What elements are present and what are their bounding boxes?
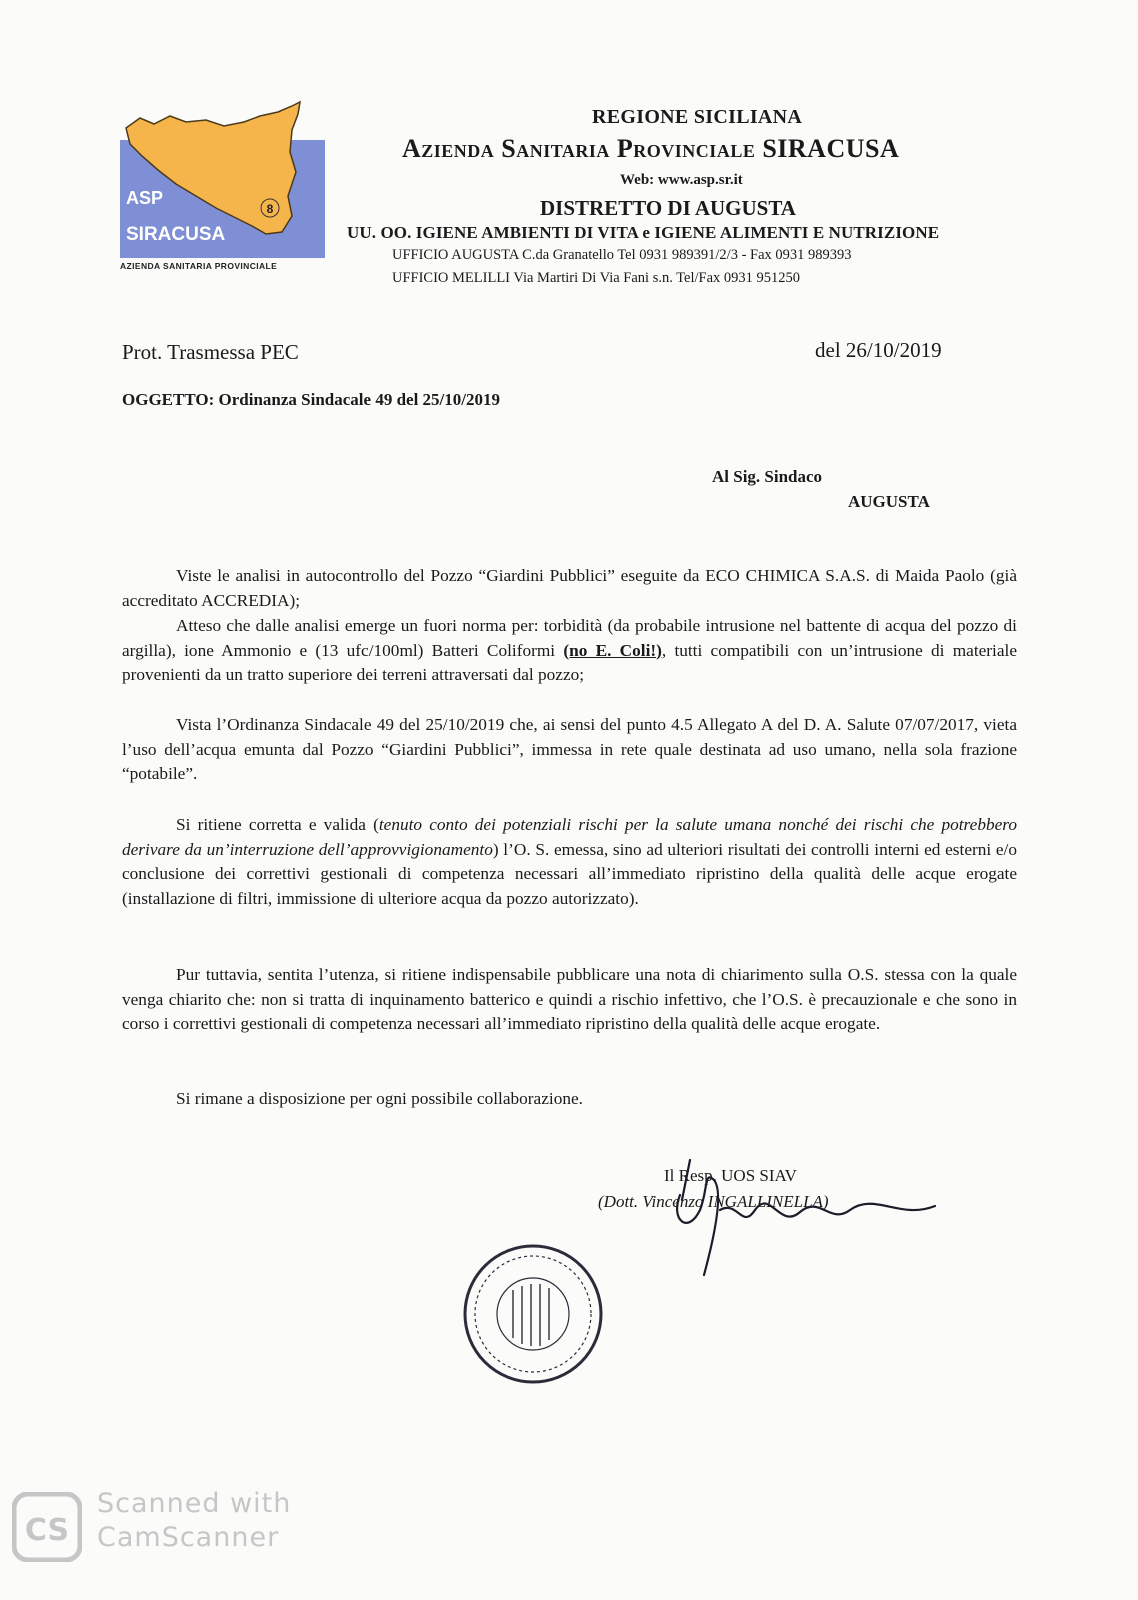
addressee-line-2: AUGUSTA <box>848 492 930 511</box>
header-azienda-name: Azienda Sanitaria Provinciale <box>402 134 756 163</box>
paragraph-2-part-a: Atteso che dalle analisi emerge un fuori norma per: torbidità (da probabile intrusione nel battente di acqua del pozzo di argilla), ione Ammonio e (13 ufc/100ml) Batteri Coliformi <box>122 616 1017 660</box>
paragraph-4-italic: tenuto conto dei potenziali rischi per la salute umana nonché dei rischi che potrebbero derivare da un’interruzione dell’approvvigionamento <box>122 815 1017 859</box>
paragraph-4-part-a: Si ritiene corretta e valida ( <box>176 815 379 834</box>
logo-text-asp: ASP <box>126 188 164 208</box>
header-azienda <box>402 134 899 164</box>
header-unit: UU. OO. IGIENE AMBIENTI DI VITA e IGIENE ALIMENTI E NUTRIZIONE <box>347 223 940 242</box>
addressee-line-1: Al Sig. Sindaco <box>712 467 823 486</box>
watermark-line-1: Scanned with <box>97 1488 292 1519</box>
paragraph-4-part-b: ) l’O. S. emessa, sino ad ulteriori risultati dei controlli interni ed esterni e/o conclusione dei correttivi gestionali di competenza necessari all’immediato ripristino della qualità delle acque erogate (installazione di filtri, immissione di ulteriore acqua da pozzo autorizzato). <box>122 839 1017 908</box>
header-distretto: DISTRETTO DI AUGUSTA <box>540 196 796 220</box>
asp-siracusa-logo <box>120 100 325 275</box>
signature-name: (Dott. Vincenzo INGALLINELLA) <box>598 1192 829 1211</box>
watermark-line-2: CamScanner <box>97 1522 280 1553</box>
header-azienda-city: SIRACUSA <box>762 134 900 163</box>
paragraph-1: Viste le analisi in autocontrollo del Pozzo “Giardini Pubblici” eseguite da ECO CHIMICA S.A.S. di Maida Paolo (già accreditato ACCREDIA); <box>122 566 1017 610</box>
paragraph-6: Si rimane a disposizione per ogni possibile collaborazione. <box>176 1089 583 1108</box>
official-stamp <box>458 1240 608 1388</box>
header-region: REGIONE SICILIANA <box>592 106 803 128</box>
logo-badge: 8 <box>266 202 274 216</box>
header-office-melilli: UFFICIO MELILLI Via Martiri Di Via Fani s.n. Tel/Fax 0931 951250 <box>392 270 801 286</box>
signature-title: Il Resp. UOS SIAV <box>664 1166 797 1185</box>
paragraph-5: Pur tuttavia, sentita l’utenza, si ritiene indispensabile pubblicare una nota di chiarimento sulla O.S. stessa con la quale venga chiarito che: non si tratta di inquinamento batterico e quindi a rischio infettivo, che l’O.S. è precauzionale e che sono in corso i correttivi gestionali di competenza necessari all’immediato ripristino della qualità delle acque erogate. <box>122 965 1017 1033</box>
paragraph-2-part-b: , tutti compatibili con un’intrusione di materiale provenienti da un tratto superiore dei terreni attraversati dal pozzo; <box>122 640 1017 684</box>
document-date: del 26/10/2019 <box>815 338 942 362</box>
camscanner-logo-text: CS <box>24 1513 70 1548</box>
logo-caption: AZIENDA SANITARIA PROVINCIALE <box>120 261 278 271</box>
protocol-line: Prot. Trasmessa PEC <box>122 340 299 364</box>
paragraph-4 <box>122 813 1017 911</box>
header-web: Web: www.asp.sr.it <box>620 172 743 188</box>
logo-text-siracusa: SIRACUSA <box>126 224 226 245</box>
paragraph-2-underlined: (no E. Coli!) <box>563 640 662 660</box>
camscanner-logo-icon <box>12 1492 82 1562</box>
paragraph-2 <box>122 614 1017 688</box>
subject-line: OGGETTO: Ordinanza Sindacale 49 del 25/10/2019 <box>122 390 500 409</box>
handwritten-signature <box>660 1140 960 1290</box>
paragraph-3: Vista l’Ordinanza Sindacale 49 del 25/10/2019 che, ai sensi del punto 4.5 Allegato A del D. A. Salute 07/07/2017, vieta l’uso dell’acqua emunta dal Pozzo “Giardini Pubblici”, immessa in rete quale destinata ad uso umano, nella sola frazione “potabile”. <box>122 715 1017 783</box>
header-office-augusta: UFFICIO AUGUSTA C.da Granatello Tel 0931 989391/2/3 - Fax 0931 989393 <box>392 247 852 263</box>
